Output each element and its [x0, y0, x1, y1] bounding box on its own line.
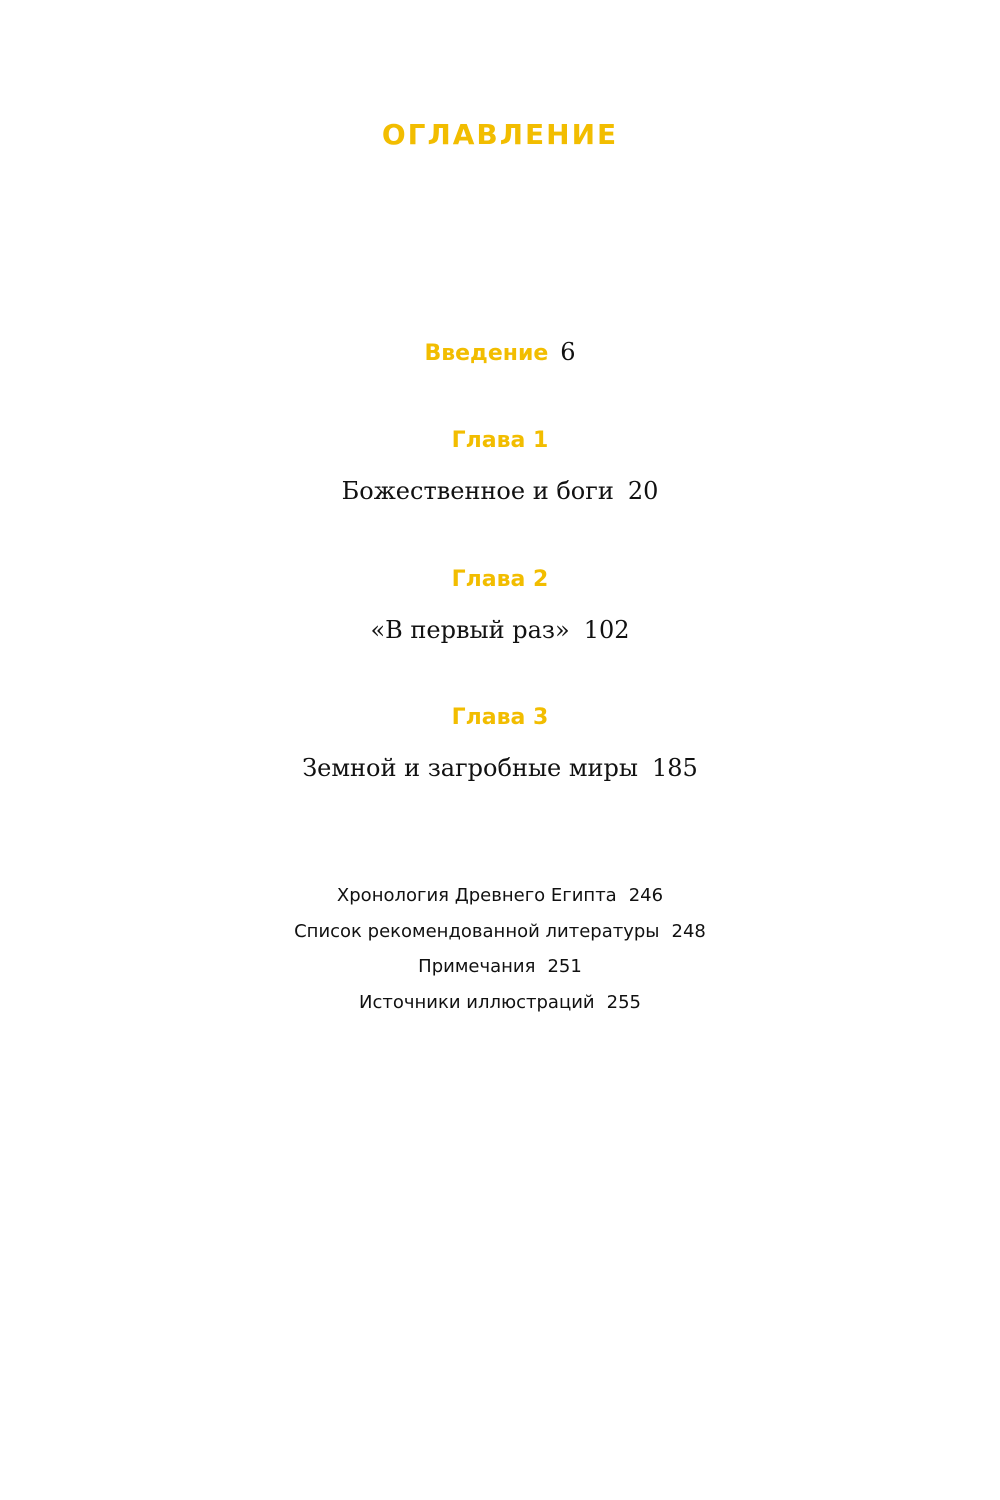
chapter-3-title: Земной и загробные миры	[302, 754, 638, 782]
toc-heading: ОГЛАВЛЕНИЕ	[381, 118, 619, 151]
chapter-1-page-number: 20	[627, 477, 659, 505]
toc-entry-chronology[interactable]	[0, 878, 1000, 914]
chapter-2-page-number: 102	[583, 616, 630, 644]
toc-entry-chapter-2[interactable]	[0, 613, 1000, 647]
back-matter-title: Список рекомендованной литературы	[294, 920, 660, 942]
back-matter-page-number: 255	[606, 991, 641, 1013]
introduction-page-number: 6	[560, 338, 576, 366]
back-matter-title: Хронология Древнего Египта	[336, 885, 617, 906]
toc-entry-chapter-1[interactable]	[0, 474, 1000, 508]
chapter-2-title: «В первый раз»	[370, 616, 570, 644]
back-matter-title: Источники иллюстраций	[359, 991, 595, 1013]
introduction-label: Введение	[424, 341, 549, 366]
toc-entry-notes[interactable]	[0, 949, 1000, 985]
toc-entry-recommended-reading[interactable]	[0, 914, 1000, 950]
toc-entry-illustration-sources[interactable]	[0, 985, 1000, 1021]
back-matter-page-number: 246	[628, 885, 664, 906]
back-matter-page-number: 248	[671, 920, 706, 942]
chapter-1-label: Глава 1	[451, 428, 549, 453]
toc-entry-introduction[interactable]	[0, 336, 1000, 372]
toc-entry-chapter-3[interactable]	[0, 751, 1000, 785]
chapter-3-page-number: 185	[652, 754, 698, 782]
chapter-1-title: Божественное и боги	[341, 477, 614, 505]
chapter-3-label: Глава 3	[451, 705, 549, 730]
back-matter-title: Примечания	[418, 956, 536, 977]
chapter-2-label: Глава 2	[451, 567, 549, 592]
back-matter-page-number: 251	[547, 956, 582, 977]
back-matter-list	[0, 878, 1000, 1020]
